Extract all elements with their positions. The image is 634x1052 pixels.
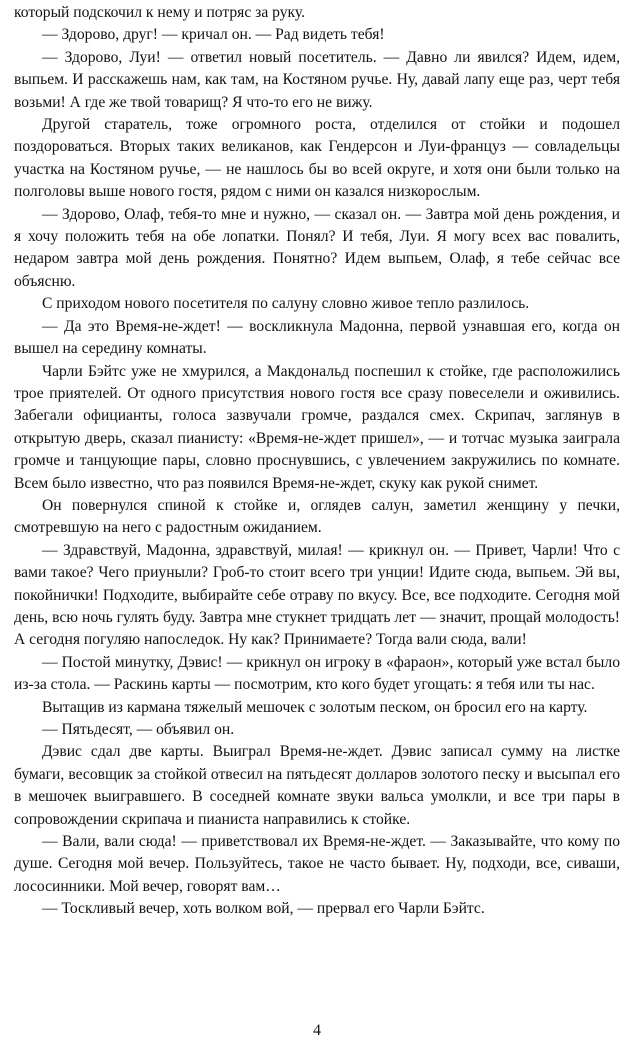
paragraph: — Здравствуй, Мадонна, здравствуй, милая! — крикнул он. — Привет, Чарли! Что с вами такое? Чего приуныли? Гроб-то стоит всего три унции! Идите сюда, выпьем. Эй вы, покойнички! Подходите, выбирайте себе отраву по вкусу. Все, все подходите. Сегодня мой день, всю ночь гулять буду. Завтра мне стукнет тридцать лет — значит, прощай молодость! А сегодня погуляю напоследок. Ну как? Принимаете? Тогда вали сюда, вали!: [14, 541, 620, 649]
page-number: 4: [313, 1022, 321, 1039]
paragraph: — Пятьдесят, — объявил он.: [42, 721, 235, 738]
paragraph: Он повернулся спиной к стойке и, оглядев салун, заметил женщину у печки, смотревшую на него с радостным ожиданием.: [14, 496, 620, 537]
paragraph: — Вали, вали сюда! — приветствовал их Время-не-ждет. — Заказывайте, что кому по душе. Сегодня мой вечер. Пользуйтесь, такое не часто бывает. Ну, подходи, все, сиваши, лососинники. Мой вечер, говорят вам…: [14, 833, 620, 895]
paragraph: Чарли Бэйтс уже не хмурился, а Макдональд поспешил к стойке, где расположились трое приятелей. От одного присутствия нового гостя все сразу повеселели и оживились. Забегали официанты, голоса зазвучали громче, раздался смех. Скрипач, заглянув в открытую дверь, сказал пианисту: «Время-не-ждет пришел», — и тотчас музыка заиграла громче и танцующие пары, словно проснувшись, с увлечением закружились по комнате. Всем было известно, что раз появился Время-не-ждет, скуку как рукой снимет.: [14, 362, 620, 492]
paragraph: — Да это Время-не-ждет! — воскликнула Мадонна, первой узнавшая его, когда он вышел на середину комнаты.: [14, 317, 620, 358]
paragraph: Вытащив из кармана тяжелый мешочек с золотым песком, он бросил его на карту.: [42, 698, 588, 716]
paragraph: — Здорово, Олаф, тебя-то мне и нужно, — сказал он. — Завтра мой день рождения, и я хочу положить тебя на обе лопатки. Понял? И тебя, Луи. Я могу всех вас повалить, недаром завтра мой день рождения. Понятно? Идем выпьем, Олаф, я тебе сейчас все объясню.: [14, 205, 620, 290]
paragraph: Дэвис сдал две карты. Выиграл Время-не-ждет. Дэвис записал сумму на листке бумаги, весовщик за стойкой отвесил на пятьдесят долларов золотого песку и высыпал его в мешочек выигравшего. В соседней комнате звуки вальса умолкли, и все три пары в сопровождении скрипача и пианиста направились к стойке.: [14, 743, 620, 828]
paragraph: — Здорово, Луи! — ответил новый посетитель. — Давно ли явился? Идем, идем, выпьем. И расскажешь нам, как там, на Костяном ручье. Ну, давай лапу еще раз, черт тебя возьми! А где же твой товарищ? Я что-то его не вижу.: [14, 48, 620, 111]
paragraph: — Тоскливый вечер, хоть волком вой, — прервал его Чарли Бэйтс.: [42, 900, 485, 918]
paragraph-continuation: который подскочил к нему и потряс за руку.: [14, 4, 306, 21]
paragraph: С приходом нового посетителя по салуну словно живое тепло разлилось.: [42, 295, 530, 313]
paragraph: — Постой минутку, Дэвис! — крикнул он игроку в «фараон», который уже встал было из-за стола. — Раскинь карты — посмотрим, кто кого будет угощать: я тебя или ты нас.: [14, 653, 620, 694]
paragraph: Другой старатель, тоже огромного роста, отделился от стойки и подошел поздороваться. Вторых таких великанов, как Гендерсон и Луи-француз — совладельцы участка на Костяном ручье, — не нашлось бы во всей округе, и хотя они были только на полголовы выше нового гостя, рядом с ними он казался низкорослым.: [14, 116, 620, 201]
page-text: [14, 2, 620, 921]
paragraph: — Здорово, друг! — кричал он. — Рад видеть тебя!: [42, 26, 385, 44]
